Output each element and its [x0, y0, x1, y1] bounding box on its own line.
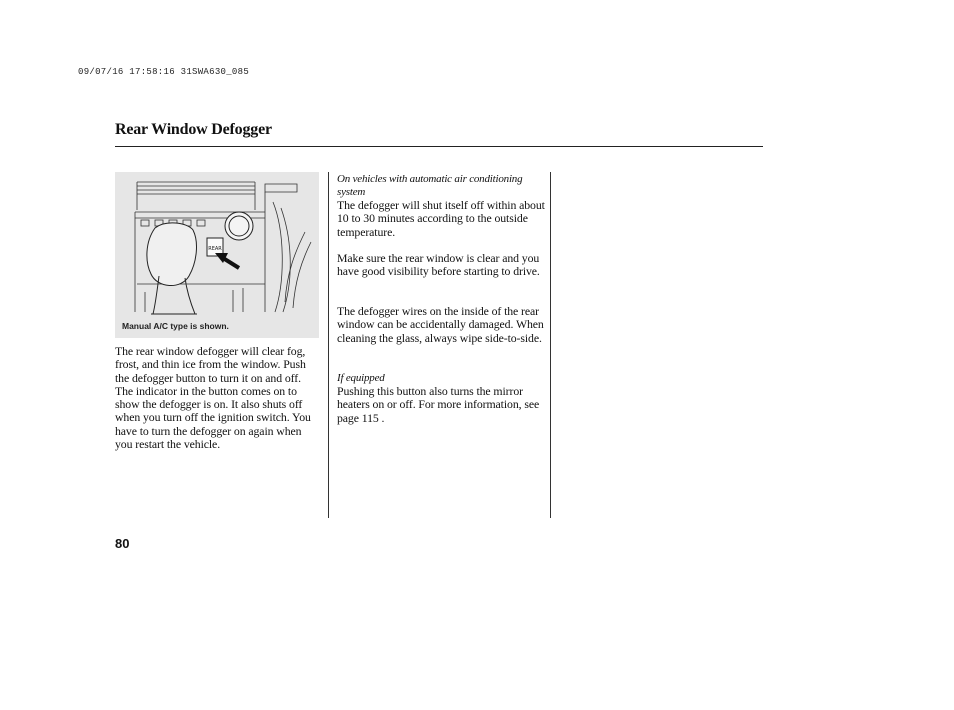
column1-body: The rear window defogger will clear fog, frost, and thin ice from the window. Push the defogger button to turn it on and off. The indicator in the button comes on to show the defogger is on. It also shuts off when you turn off the ignition switch. You have to turn the defogger on again when you restart the vehicle. — [115, 344, 311, 452]
column-divider-left — [328, 172, 329, 518]
dashboard-drawing — [115, 172, 319, 338]
mirror-heater-text: Pushing this button also turns the mirror heaters on or off. For more information, see page 115 . — [337, 384, 540, 425]
if-equipped-heading: If equipped — [337, 372, 385, 384]
rear-defogger-button-label: REAR — [208, 246, 222, 252]
pointer-arrow-icon — [215, 253, 239, 268]
defogger-illustration — [115, 172, 319, 338]
page-title: Rear Window Defogger — [115, 121, 272, 138]
auto-ac-heading: On vehicles with automatic air conditioning system — [337, 173, 523, 199]
visibility-text: Make sure the rear window is clear and you have good visibility before starting to drive. — [337, 251, 540, 279]
column-divider-right — [550, 172, 551, 518]
auto-ac-text: The defogger will shut itself off within about 10 to 30 minutes according to the outside temperature. — [337, 198, 545, 239]
page-number: 80 — [115, 536, 130, 551]
wires-text: The defogger wires on the inside of the rear window can be accidentally damaged. When cleaning the glass, always wipe side-to-side. — [337, 304, 544, 345]
figure-caption: Manual A/C type is shown. — [122, 321, 229, 331]
title-divider — [115, 146, 763, 147]
print-timestamp: 09/07/16 17:58:16 31SWA630_085 — [78, 67, 250, 77]
